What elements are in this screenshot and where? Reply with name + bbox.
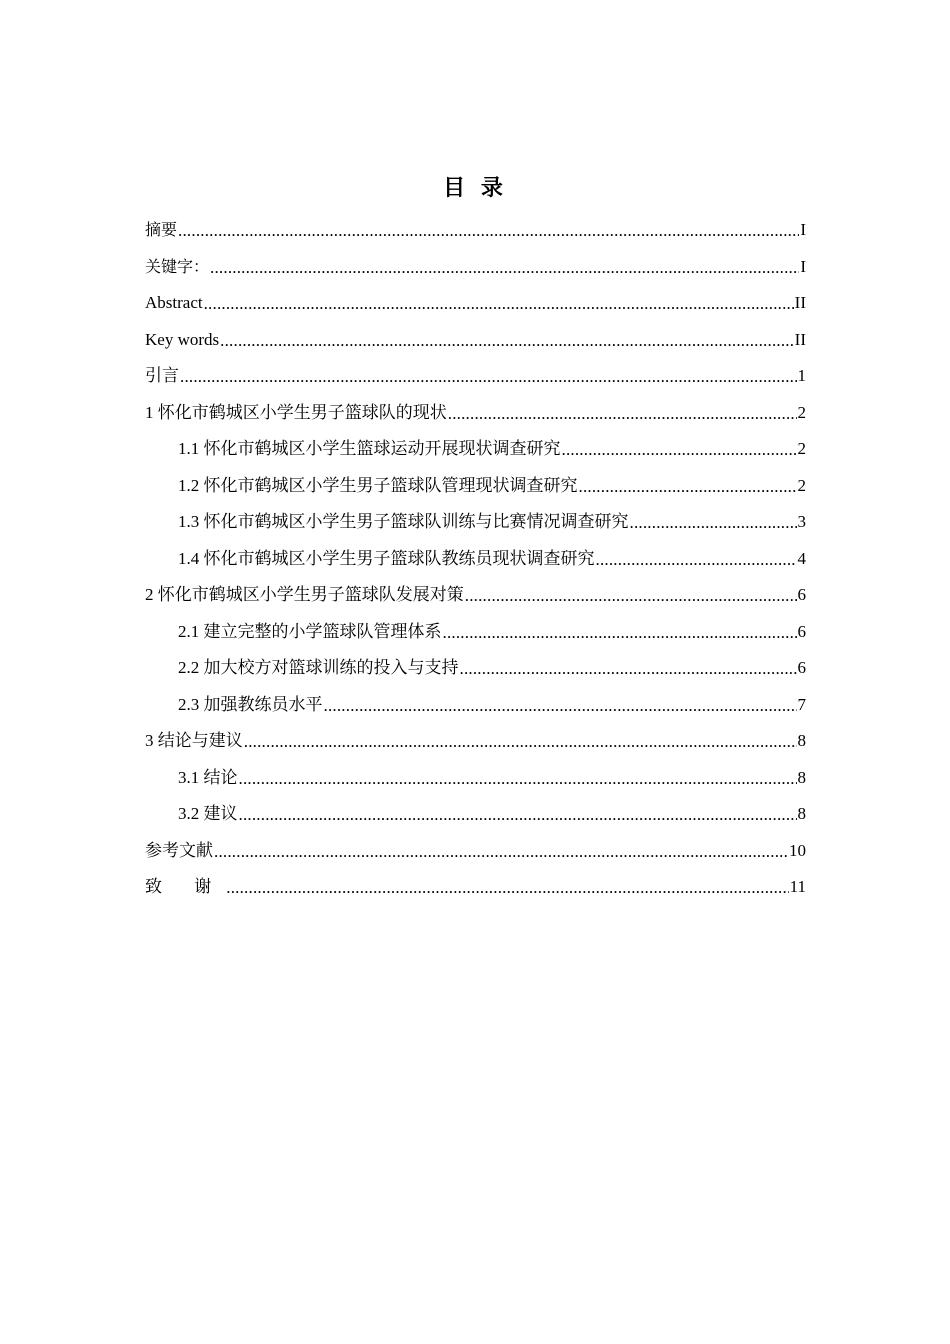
toc-entry-section-1-2[interactable]: [145, 468, 806, 505]
toc-entry-page: 2: [797, 439, 806, 459]
toc-entry-page: I: [800, 256, 806, 276]
toc-entry-section-3-2[interactable]: [145, 796, 806, 833]
toc-entry-page: 6: [797, 658, 806, 678]
toc-entry-page: 8: [797, 804, 806, 824]
dot-leader: [210, 257, 799, 279]
toc-entry-abstract-cn[interactable]: [145, 212, 806, 249]
toc-entry-label: 2.3 加强教练员水平: [178, 694, 323, 714]
toc-entry-label: 摘要: [145, 220, 178, 240]
toc-entry-label: 2.1 建立完整的小学篮球队管理体系: [178, 621, 442, 641]
dot-leader: [324, 695, 797, 717]
dot-leader: [448, 403, 797, 425]
toc-entry-section-1-3[interactable]: [145, 504, 806, 541]
toc-entry-chapter-3[interactable]: [145, 723, 806, 760]
toc-entry-page: 7: [797, 694, 806, 714]
toc-entry-label: Abstract: [145, 293, 203, 313]
toc-entry-introduction[interactable]: [145, 358, 806, 395]
dot-leader: [579, 476, 797, 498]
toc-entry-section-3-1[interactable]: [145, 760, 806, 797]
toc-entry-abstract-en[interactable]: [145, 285, 806, 322]
toc-entry-section-2-1[interactable]: [145, 614, 806, 651]
toc-entry-label: 3.1 结论: [178, 767, 238, 787]
dot-leader: [244, 731, 797, 753]
dot-leader: [630, 512, 797, 534]
toc-entry-section-2-3[interactable]: [145, 687, 806, 724]
toc-entry-page: 1: [797, 366, 806, 386]
toc-entry-page: 2: [797, 475, 806, 495]
dot-leader: [204, 293, 794, 315]
toc-entry-page: 8: [797, 767, 806, 787]
toc-entry-label: 1.4 怀化市鹤城区小学生男子篮球队教练员现状调查研究: [178, 548, 595, 568]
toc-entry-page: 2: [797, 402, 806, 422]
dot-leader: [226, 877, 788, 899]
toc-entry-label: 参考文献: [145, 840, 213, 860]
toc-entry-section-1-4[interactable]: [145, 541, 806, 578]
toc-entry-keywords-cn[interactable]: [145, 249, 806, 286]
toc-entry-label: 致 谢: [145, 877, 226, 897]
toc-entry-page: 3: [797, 512, 806, 532]
toc-entry-label: 引言: [145, 366, 179, 386]
toc-entry-label: 1.2 怀化市鹤城区小学生男子篮球队管理现状调查研究: [178, 475, 578, 495]
table-of-contents: [145, 212, 806, 906]
toc-entry-label: 关键字：: [145, 256, 210, 276]
toc-entry-section-2-2[interactable]: [145, 650, 806, 687]
toc-entry-page: 11: [789, 877, 806, 897]
toc-entry-page: II: [794, 329, 806, 349]
dot-leader: [178, 220, 799, 242]
dot-leader: [180, 366, 797, 388]
dot-leader: [596, 549, 797, 571]
toc-entry-page: 10: [789, 840, 806, 860]
toc-entry-chapter-1[interactable]: [145, 395, 806, 432]
toc-title: 目 录: [443, 176, 507, 201]
toc-entry-label: 2.2 加大校方对篮球训练的投入与支持: [178, 658, 459, 678]
toc-entry-page: 6: [797, 621, 806, 641]
dot-leader: [239, 804, 797, 826]
toc-entry-chapter-2[interactable]: [145, 577, 806, 614]
dot-leader: [460, 658, 797, 680]
dot-leader: [214, 841, 788, 863]
toc-entry-section-1-1[interactable]: [145, 431, 806, 468]
toc-entry-label: 2 怀化市鹤城区小学生男子篮球队发展对策: [145, 585, 464, 605]
dot-leader: [562, 439, 797, 461]
dot-leader: [443, 622, 797, 644]
dot-leader: [220, 330, 794, 352]
toc-entry-acknowledgements[interactable]: [145, 869, 806, 906]
toc-entry-label: 3.2 建议: [178, 804, 238, 824]
toc-entry-page: 4: [797, 548, 806, 568]
toc-entry-page: 6: [797, 585, 806, 605]
toc-entry-keywords-en[interactable]: [145, 322, 806, 359]
toc-entry-label: 1.1 怀化市鹤城区小学生篮球运动开展现状调查研究: [178, 439, 561, 459]
toc-entry-references[interactable]: [145, 833, 806, 870]
toc-entry-page: I: [800, 220, 806, 240]
dot-leader: [239, 768, 797, 790]
toc-entry-page: II: [794, 293, 806, 313]
toc-entry-page: 8: [797, 731, 806, 751]
toc-entry-label: Key words: [145, 329, 220, 349]
toc-entry-label: 1.3 怀化市鹤城区小学生男子篮球队训练与比赛情况调查研究: [178, 512, 629, 532]
toc-entry-label: 3 结论与建议: [145, 731, 243, 751]
dot-leader: [465, 585, 797, 607]
toc-entry-label: 1 怀化市鹤城区小学生男子篮球队的现状: [145, 402, 447, 422]
